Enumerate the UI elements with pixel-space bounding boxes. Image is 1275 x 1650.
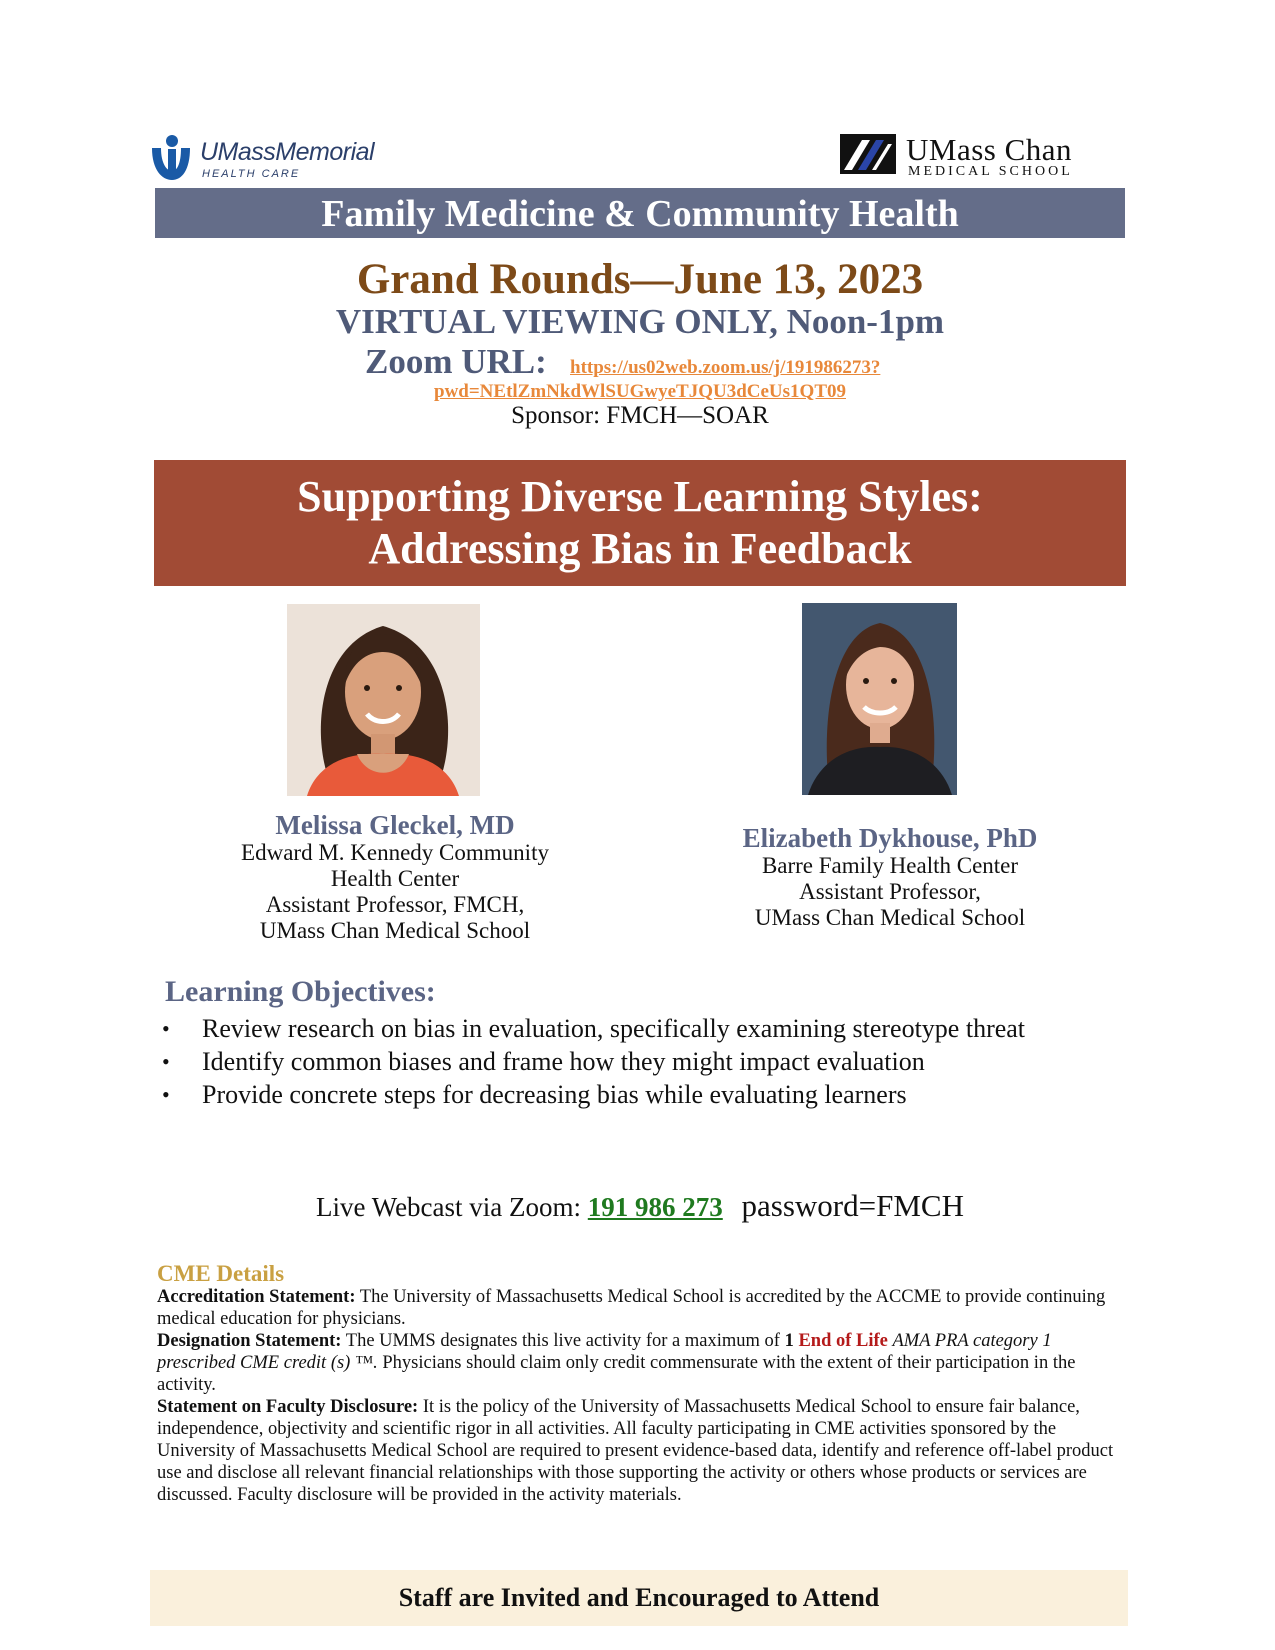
designation-text-2: Physicians should claim only credit commensurate with the extent of their participation in the activity.	[157, 1353, 1076, 1395]
speaker-1-name: Melissa Gleckel, MD	[275, 810, 515, 840]
speaker-2-affiliation-line: Assistant Professor,	[799, 879, 981, 904]
objective-text: Provide concrete steps for decreasing bias while evaluating learners	[202, 1080, 907, 1109]
accreditation-label: Accreditation Statement:	[157, 1287, 356, 1307]
webcast-line	[155, 1188, 1125, 1224]
speaker-1-affiliation-line: Health Center	[330, 866, 460, 891]
umass-memorial-logo-icon	[150, 134, 192, 182]
event-title: Grand Rounds—June 13, 2023	[356, 256, 924, 303]
accreditation-text: The University of Massachusetts Medical School is accredited by the ACCME to provide continuing medical education for physicians.	[157, 1287, 1106, 1329]
umass-memorial-name: UMassMemorial	[200, 138, 375, 166]
talk-title-line-2: Addressing Bias in Feedback	[368, 524, 912, 573]
umass-memorial-logo	[150, 134, 375, 184]
umass-memorial-subtitle: HEALTH CARE	[202, 168, 301, 180]
bullet-icon: •	[162, 1049, 170, 1074]
staff-invite-banner: Staff are Invited and Encouraged to Attend	[150, 1570, 1128, 1626]
disclosure-text: It is the policy of the University of Massachusetts Medical School to ensure fair balance, independence, objectivity and scientific rigor in all activities. All faculty participating in CME activities sponsored by the University of Massachusetts Medical School are required to present evidence-based data, identify and reference off-label product use and disclose all relevant financial relationships with those supporting the activity or others whose products or services are discussed. Faculty disclosure will be provided in the activity materials.	[157, 1397, 1114, 1505]
objectives-heading: Learning Objectives:	[165, 975, 436, 1008]
disclosure-statement	[157, 1396, 1117, 1506]
speaker-2-info	[700, 823, 1080, 931]
department-banner: Family Medicine & Community Health	[155, 188, 1125, 238]
umass-chan-logo	[840, 132, 1110, 188]
zoom-url-line	[155, 342, 1125, 386]
objectives-list	[160, 1012, 1080, 1111]
designation-credit: AMA PRA category 1 prescribed CME credit (s) ™.	[157, 1331, 1052, 1373]
designation-highlight: End of Life	[798, 1331, 888, 1351]
objective-text: Identify common biases and frame how they might impact evaluation	[202, 1047, 925, 1076]
speaker-2-affiliation-line: Barre Family Health Center	[761, 853, 1019, 878]
zoom-url-link[interactable]: https://us02web.zoom.us/j/191986273?	[570, 357, 881, 378]
cme-details	[157, 1262, 1117, 1506]
umass-chan-subtitle: MEDICAL SCHOOL	[908, 164, 1073, 179]
speaker-1-affiliation-line: Edward M. Kennedy Community	[241, 840, 549, 865]
accreditation-statement	[157, 1286, 1117, 1330]
event-format: VIRTUAL VIEWING ONLY, Noon-1pm	[335, 302, 945, 341]
zoom-url-link-continued[interactable]: pwd=NEtlZmNkdWlSUGwyeTJQU3dCeUs1QT09	[434, 381, 846, 402]
designation-text: The UMMS designates this live activity for a maximum of	[345, 1331, 780, 1351]
speaker-1-info	[205, 810, 585, 944]
speaker-1-photo	[287, 604, 480, 796]
cme-heading: CME Details	[157, 1261, 285, 1286]
designation-statement	[157, 1330, 1117, 1396]
zoom-url-label: Zoom URL:	[365, 342, 547, 381]
bullet-icon: •	[162, 1016, 170, 1041]
speaker-1-affiliation-line: Assistant Professor, FMCH,	[265, 892, 525, 917]
speaker-2-photo	[802, 603, 957, 795]
webcast-password: password=FMCH	[741, 1188, 964, 1223]
talk-title-line-1: Supporting Diverse Learning Styles:	[297, 472, 983, 521]
objective-text: Review research on bias in evaluation, specifically examining stereotype threat	[202, 1014, 1026, 1043]
speaker-1-affiliation-line: UMass Chan Medical School	[259, 918, 531, 943]
designation-count: 1	[784, 1331, 794, 1351]
webcast-meeting-id-link[interactable]: 191 986 273	[587, 1192, 723, 1222]
speaker-2-affiliation-line: UMass Chan Medical School	[754, 905, 1026, 930]
list-item	[160, 1012, 1080, 1045]
sponsor: Sponsor: FMCH—SOAR	[511, 402, 769, 429]
disclosure-label: Statement on Faculty Disclosure:	[157, 1397, 419, 1417]
talk-title-banner	[154, 460, 1126, 586]
webcast-label: Live Webcast via Zoom:	[316, 1192, 582, 1222]
designation-label: Designation Statement:	[157, 1331, 342, 1351]
speaker-2-name: Elizabeth Dykhouse, PhD	[742, 823, 1038, 853]
list-item	[160, 1078, 1080, 1111]
umass-chan-name: UMass Chan	[906, 132, 1073, 167]
bullet-icon: •	[162, 1082, 170, 1107]
list-item	[160, 1045, 1080, 1078]
umass-chan-logo-icon	[840, 134, 896, 174]
